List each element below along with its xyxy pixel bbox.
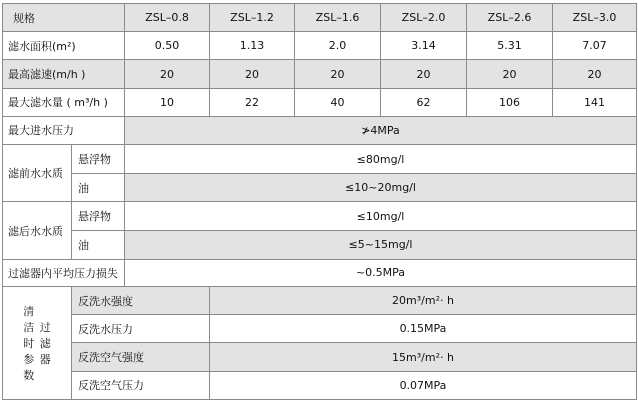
cleaning-item-label: 反洗水压力 (72, 315, 210, 343)
table-cell: ≤80mg/l (125, 145, 637, 174)
table-cell: 5.31 (467, 32, 553, 60)
table-cell: 2.0 (295, 32, 381, 60)
table-cell: 22 (210, 88, 295, 116)
header-row (3, 4, 637, 32)
table-cell: 20 (553, 60, 637, 88)
model-header: ZSL–0.8 (125, 4, 210, 32)
model-header: ZSL–3.0 (553, 4, 637, 32)
table-cell: 10 (125, 88, 210, 116)
table-cell: 20 (467, 60, 553, 88)
table-row (3, 116, 637, 144)
table-row (3, 230, 637, 259)
cleaning-item-label: 反洗空气压力 (72, 371, 210, 399)
table-cell: ≤10~20mg/l (125, 174, 637, 202)
row-label-area: 滤水面积(m²) (3, 32, 125, 60)
table-cell: 1.13 (210, 32, 295, 60)
spec-header-label: 规格 (3, 4, 125, 32)
row-label-max-flow: 最大滤水量 ( m³/h ) (3, 88, 125, 116)
cleaning-params-label (3, 287, 72, 400)
table-cell: ~0.5MPa (125, 259, 637, 286)
table-row (3, 315, 637, 343)
spec-table (2, 3, 637, 400)
cleaning-label-col1: 清洁时参数 (23, 305, 35, 383)
table-cell: 62 (381, 88, 467, 116)
table-row (3, 32, 637, 60)
table-cell: 20 (295, 60, 381, 88)
table-row (3, 287, 637, 315)
sub-label-suspended: 悬浮物 (72, 202, 125, 230)
model-header: ZSL–2.0 (381, 4, 467, 32)
table-row (3, 60, 637, 88)
table-row (3, 88, 637, 116)
table-cell: ≤10mg/l (125, 202, 637, 230)
cleaning-label-col2: 过滤器 (39, 321, 51, 367)
cleaning-item-label: 反洗空气强度 (72, 343, 210, 371)
table-cell: ≤5~15mg/l (125, 230, 637, 259)
table-cell: 7.07 (553, 32, 637, 60)
table-row (3, 202, 637, 230)
row-label-max-inlet-pressure: 最大进水压力 (3, 116, 125, 144)
model-header: ZSL–1.2 (210, 4, 295, 32)
table-cell: 20 (381, 60, 467, 88)
table-cell: 20m³/m²· h (210, 287, 637, 315)
table-cell: 0.15MPa (210, 315, 637, 343)
cleaning-item-label: 反洗水强度 (72, 287, 210, 315)
sub-label-oil: 油 (72, 230, 125, 259)
table-cell: 3.14 (381, 32, 467, 60)
table-row (3, 174, 637, 202)
table-cell: ≯4MPa (125, 116, 637, 144)
table-cell: 40 (295, 88, 381, 116)
row-label-post-filter: 滤后水水质 (3, 202, 72, 259)
row-label-pressure-loss: 过滤器内平均压力损失 (3, 259, 125, 286)
row-label-max-speed: 最高滤速(m/h ) (3, 60, 125, 88)
table-cell: 106 (467, 88, 553, 116)
sub-label-suspended: 悬浮物 (72, 145, 125, 174)
table-cell: 141 (553, 88, 637, 116)
table-row (3, 259, 637, 286)
table-cell: 20 (125, 60, 210, 88)
table-row (3, 371, 637, 399)
table-row (3, 343, 637, 371)
model-header: ZSL–2.6 (467, 4, 553, 32)
table-cell: 20 (210, 60, 295, 88)
table-cell: 0.50 (125, 32, 210, 60)
row-label-pre-filter: 滤前水水质 (3, 145, 72, 202)
model-header: ZSL–1.6 (295, 4, 381, 32)
table-cell: 15m³/m²· h (210, 343, 637, 371)
table-row (3, 145, 637, 174)
sub-label-oil: 油 (72, 174, 125, 202)
table-cell: 0.07MPa (210, 371, 637, 399)
